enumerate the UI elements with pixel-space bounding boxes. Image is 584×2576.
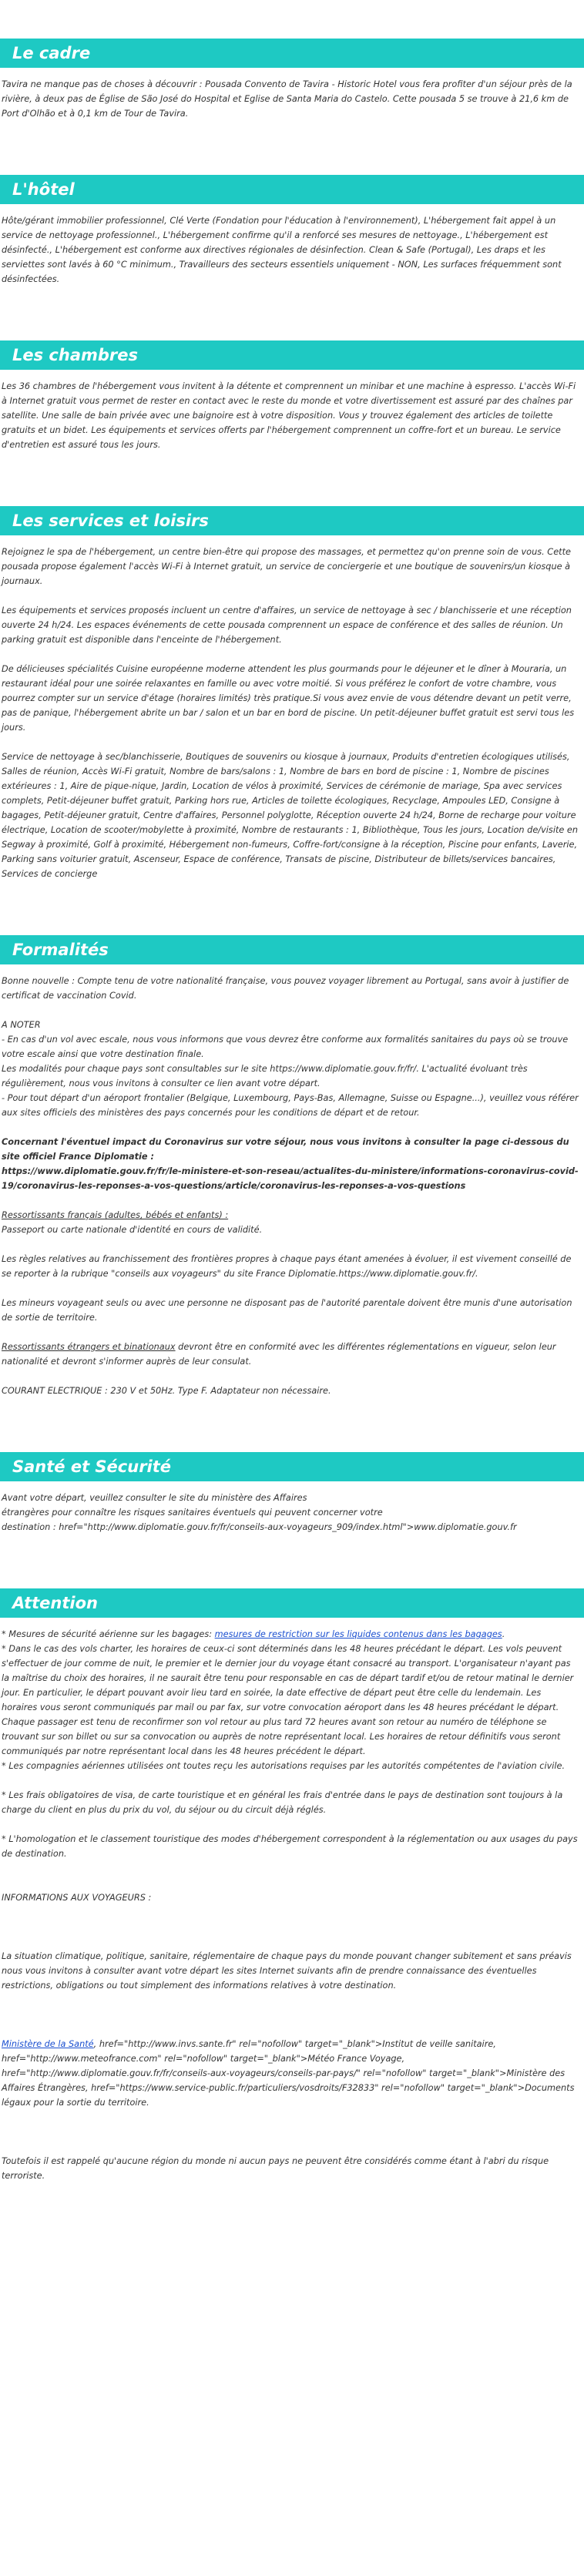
attention-homologation: * L'homologation et le classement touristique des modes d'hébergement correspondent à la réglementation ou aux usages du pays de destination.	[2, 1834, 578, 1859]
note-title: A NOTER	[2, 1020, 41, 1030]
spacer	[2, 2125, 579, 2139]
attention-compagnies: * Les compagnies aériennes utilisées ont toutes reçu les autorisations requises par les autorités compétentes de l'aviation civile.	[2, 1761, 566, 1771]
services-paragraph-3: De délicieuses spécialités Cuisine européenne moderne attendent les plus gourmands pour le déjeuner et le dîner à Mouraria, un restaurant idéal pour une soirée relaxantes en famille ou avec votre moitié. Si vous préférez le confort de votre chambre, vous pourrez compter sur un service d'étage (horaires limités) très pratique.Si vous avez envie de vous détendre devant un petit verre, pas de panique, l'hébergement abrite un bar / salon et un bar en bord de piscine. Un petit-déjeuner buffet gratuit est servi tous les jours.	[2, 664, 575, 733]
section-body-services	[0, 545, 584, 881]
spacer	[2, 2022, 579, 2037]
spacer	[2, 2007, 579, 2022]
services-paragraph-2: Les équipements et services proposés incluent un centre d'affaires, un service de nettoyage à sec / blanchisserie et une réception ouverte 24 h/24. Les espaces événements de cette pousada comprennent un espace de conférence et des salles de réunion. Un parking gratuit est disponible dans l'enceinte de l'hébergement.	[2, 605, 572, 645]
sites-list-rest: , href="http://www.invs.sante.fr" rel="nofollow" target="_blank">Institut de veille sanitaire, href="http://www.meteofrance.com" rel="nofollow" target="_blank">Météo France Voyage, href="http://www.diplomatie.gouv.fr/fr/conseils-aux-voyageurs/conseils-par-pays/" rel="nofollow" target="_blank">Ministère des Affaires Étrangères, href="https://www.service-public.fr/particuliers/vosdroits/F32833" rel="nofollow" target="_blank">Documents légaux pour la sortie du territoire.	[2, 2039, 575, 2108]
section-title-services: Les services et loisirs	[0, 506, 584, 535]
mineurs-text: Les mineurs voyageant seuls ou avec une personne ne disposant pas de l'autorité parentale doivent être munis d'une autorisation de sortie de territoire.	[2, 1298, 572, 1323]
section-title-sante: Santé et Sécurité	[0, 1452, 584, 1481]
note-escale: - En cas d'un vol avec escale, nous vous informons que vous devrez être conforme aux formalités sanitaires du pays où se trouve votre escale ainsi que votre destination finale.	[2, 1035, 569, 1059]
attention-frais: * Les frais obligatoires de visa, de carte touristique et en général les frais d'entrée dans le pays de destination sont toujours à la charge du client en plus du prix du vol, du séjour ou du circuit déjà réglés.	[2, 1790, 563, 1815]
section-title-chambres: Les chambres	[0, 340, 584, 370]
spacer	[2, 1876, 579, 1890]
etrangers-title: Ressortissants étrangers et binationaux	[2, 1342, 176, 1352]
formalites-intro: Bonne nouvelle : Compte tenu de votre nationalité française, vous pouvez voyager librement au Portugal, sans avoir à justifier de certificat de vaccination Covid.	[2, 976, 569, 1001]
bagages-suffix: .	[502, 1629, 505, 1639]
cadre-text: Tavira ne manque pas de choses à découvrir : Pousada Convento de Tavira - Historic Hotel vous fera profiter d'un séjour près de la rivière, à deux pas de Église de São José do Hospital et Eglise de Santa Maria do Castelo. Cette pousada 5 se trouve à 21,6 km de Port d'Olhão et à 0,1 km de Tour de Tavira.	[2, 79, 572, 119]
courant-electrique: COURANT ELECTRIQUE : 230 V et 50Hz. Type F. Adaptateur non nécessaire.	[2, 1386, 331, 1396]
section-formalites	[0, 935, 584, 1398]
sante-line-2: étrangères pour connaître les risques sanitaires éventuels qui peuvent concerner votre	[2, 1508, 383, 1518]
note-frontalier: - Pour tout départ d'un aéroport frontalier (Belgique, Luxembourg, Pays-Bas, Allemagne, Suisse ou Espagne...), veuillez vous référer aux sites officiels des ministères des pays concernés pour les conditions de départ et de retour.	[2, 1093, 579, 1118]
coronavirus-url: https://www.diplomatie.gouv.fr/fr/le-ministere-et-son-reseau/actualites-du-ministere/informations-coronavirus-covid-19/coronavirus-les-reponses-a-vos-questions/article/coronavirus-les-reponses-a-vos-questions	[2, 1166, 579, 1191]
ministere-sante-link[interactable]: Ministère de la Santé	[2, 2039, 94, 2049]
bagages-prefix: * Mesures de sécurité aérienne sur les bagages:	[2, 1629, 215, 1639]
etrangers-paragraph	[2, 1340, 579, 1369]
regles-text: Les règles relatives au franchissement des frontières propres à chaque pays étant amenées à évoluer, il est vivement conseillé de se reporter à la rubrique "conseils aux voyageurs" du site France Diplomatie.https://www.diplomatie.gouv.fr/.	[2, 1254, 572, 1279]
attention-bagages	[2, 1627, 579, 1642]
resid-fr-text: Passeport ou carte nationale d'identité en cours de validité.	[2, 1225, 263, 1235]
section-title-hotel: L'hôtel	[0, 175, 584, 204]
section-sante	[0, 1452, 584, 1535]
situation-line-1: La situation climatique, politique, sanitaire, réglementaire de chaque pays du monde pouvant changer subitement et sans préavis	[2, 1951, 572, 1961]
section-body-hotel	[0, 213, 584, 287]
section-body-sante	[0, 1491, 584, 1535]
section-title-cadre: Le cadre	[0, 39, 584, 68]
situation-line-2: nous vous invitons à consulter avant votre départ les sites Internet suivants afin de prendre connaissance des éventuelles restrictions, obligations ou tout simplement des informations relatives à votre destination.	[2, 1966, 537, 1991]
section-chambres	[0, 340, 584, 452]
section-title-attention: Attention	[0, 1588, 584, 1618]
services-paragraph-1: Rejoignez le spa de l'hébergement, un centre bien-être qui propose des massages, et permettez qu'on prenne soin de vous. Cette pousada propose également l'accès Wi-Fi à Internet gratuit, un service de conciergerie et une boutique de souvenirs/un kiosque à journaux.	[2, 547, 571, 586]
etrangers-text: devront être en conformité avec les différentes réglementations en vigueur, selon leur nationalité et devront s'informer auprès de leur consulat.	[2, 1342, 556, 1367]
spacer	[2, 2139, 579, 2154]
liquides-restriction-link[interactable]: mesures de restriction sur les liquides contenus dans les bagages	[214, 1629, 502, 1639]
section-attention	[0, 1588, 584, 2183]
section-body-chambres	[0, 379, 584, 452]
spacer	[2, 1934, 579, 1949]
note-modalites: Les modalités pour chaque pays sont consultables sur le site https://www.diplomatie.gouv.fr/fr/. L'actualité évoluant très régulièrement, nous vous invitons à consulter ce lien avant votre départ.	[2, 1064, 528, 1088]
attention-charter: * Dans le cas des vols charter, les horaires de ceux-ci sont déterminés dans les 48 heures précédant le départ. Les vols peuvent s'effectuer de jour comme de nuit, le premier et le dernier jour du voyage étant consacré au transport. L'organisateur n'ayant pas la maîtrise du choix des horaires, il ne saurait être tenu pour responsable en cas de départ tardif et/ou de retour matinal le dernier jour. En particulier, le départ pouvant avoir lieu tard en soirée, la date effective de départ peut être celle du lendemain. Les horaires vous seront communiqués par mail ou par fax, sur votre convocation aéroport dans les 48 heures précédant le départ. Chaque passager est tenu de reconfirmer son vol retour au plus tard 72 heures avant son retour au numéro de téléphone se trouvant sur son billet ou sur sa convocation ou auprès de notre représentant local. Les horaires de retour définitifs vous seront communiqués par notre représentant local dans les 48 heures précédent le départ.	[2, 1644, 574, 1756]
section-body-formalites	[0, 974, 584, 1398]
section-body-cadre	[0, 77, 584, 121]
section-title-formalites: Formalités	[0, 935, 584, 964]
sites-list	[2, 2037, 579, 2110]
resid-fr-title: Ressortissants français (adultes, bébés et enfants) :	[2, 1210, 229, 1220]
info-voyageurs-title: INFORMATIONS AUX VOYAGEURS :	[2, 1893, 152, 1903]
section-cadre	[0, 39, 584, 121]
sante-line-1: Avant votre départ, veuillez consulter le site du ministère des Affaires	[2, 1493, 307, 1503]
services-paragraph-4: Service de nettoyage à sec/blanchisserie, Boutiques de souvenirs ou kiosque à journaux, Produits d'entretien écologiques utilisés, Salles de réunion, Accès Wi-Fi gratuit, Nombre de bars/salons : 1, Nombre de bars en bord de piscine : 1, Nombre de piscines extérieures : 1, Aire de pique-nique, Jardin, Location de vélos à proximité, Services de cérémonie de mariage, Spa avec services complets, Petit-déjeuner buffet gratuit, Parking hors rue, Articles de toilette écologiques, Recyclage, Ampoules LED, Consigne à bagages, Petit-déjeuner gratuit, Centre d'affaires, Personnel polyglotte, Réception ouverte 24 h/24, Borne de recharge pour voiture électrique, Location de scooter/mobylette à proximité, Nombre de restaurants : 1, Bibliothèque, Tous les jours, Location de/visite en Segway à proximité, Golf à proximité, Hébergement non-fumeurs, Coffre-fort/consigne à la réception, Piscine pour enfants, Laverie, Parking sans voiturier gratuit, Ascenseur, Espace de conférence, Transats de piscine, Distributeur de billets/services bancaires, Services de concierge	[2, 752, 579, 879]
sante-line-3: destination : href="http://www.diplomatie.gouv.fr/fr/conseils-aux-voyageurs_909/index.html">www.diplomatie.gouv.fr	[2, 1522, 517, 1532]
section-hotel	[0, 175, 584, 287]
chambres-text: Les 36 chambres de l'hébergement vous invitent à la détente et comprennent un minibar et une machine à espresso. L'accès Wi-Fi à Internet gratuit vous permet de rester en contact avec le reste du monde et votre divertissement est assuré par des chaînes par satellite. Une salle de bain privée avec une baignoire est à votre disposition. Vous y trouvez également des articles de toilette gratuits et un bidet. Les équipements et services offerts par l'hébergement comprennent un coffre-fort et un bureau. Le service d'entretien est assuré tous les jours.	[2, 381, 576, 450]
section-body-attention	[0, 1627, 584, 2183]
coronavirus-notice: Concernant l'éventuel impact du Coronavirus sur votre séjour, nous vous invitons à consulter la page ci-dessous du site officiel France Diplomatie :	[2, 1137, 569, 1162]
section-services	[0, 506, 584, 881]
terrorisme-notice: Toutefois il est rappelé qu'aucune région du monde ni aucun pays ne peuvent être considérés comme étant à l'abri du risque terroriste.	[2, 2156, 549, 2181]
hotel-text: Hôte/gérant immobilier professionnel, Clé Verte (Fondation pour l'éducation à l'environnement), L'hébergement fait appel à un service de nettoyage professionnel., L'hébergement confirme qu'il a renforcé ses mesures de nettoyage., L'hébergement est désinfecté., L'hébergement est conforme aux directives régionales de désinfection. Clean & Safe (Portugal), Les draps et les serviettes sont lavés à 60 °C minimum., Travailleurs des secteurs essentiels uniquement - NON, Les surfaces fréquemment sont désinfectées.	[2, 216, 562, 284]
spacer	[2, 1920, 579, 1934]
